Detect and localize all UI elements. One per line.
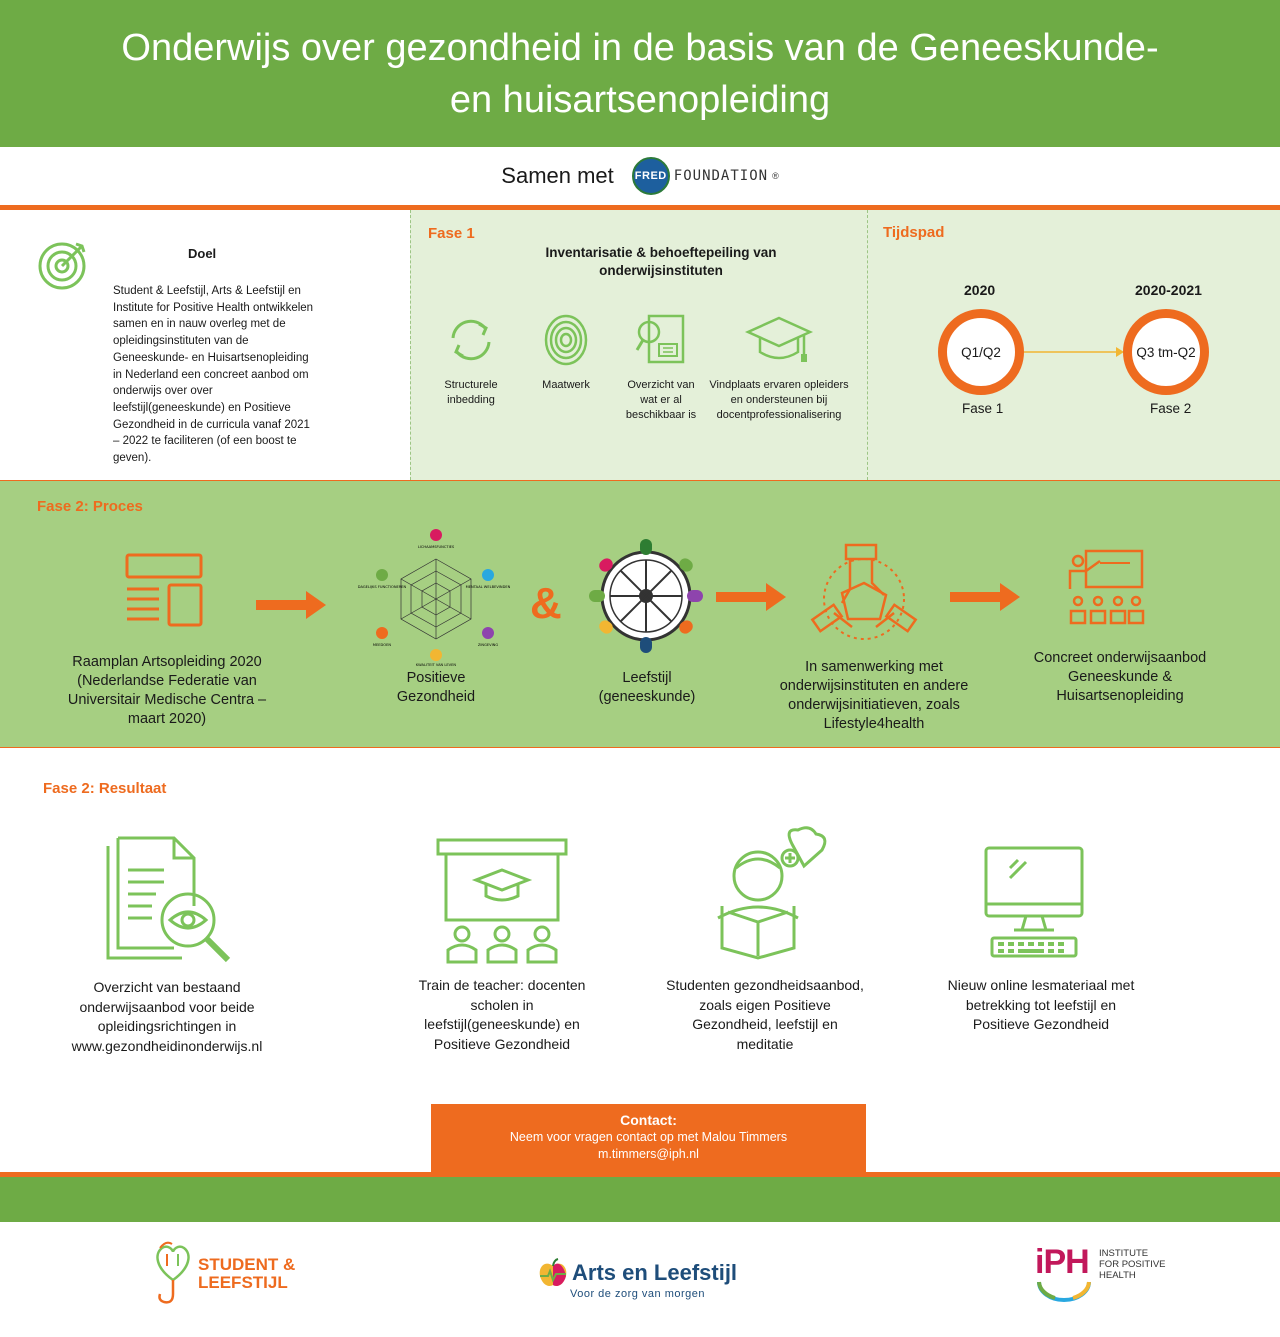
fase1-item [621,310,701,423]
student-reading-icon [714,826,830,960]
iph-logo-mark: iPH [1035,1243,1089,1281]
spider-label: MEEDOEN [372,643,392,647]
timeline-arrow [1024,344,1124,360]
header-banner [0,0,1280,147]
fase1-section [410,210,867,480]
fase1-item [431,310,511,408]
iph-name-line: FOR POSITIVE [1099,1259,1166,1270]
partner-row [0,147,1280,205]
tijdspad-title: Tijdspad [883,224,945,241]
proces-title: Fase 2: Proces [37,498,143,515]
doel-text: Student & Leefstijl, Arts & Leefstijl en Institute for Positive Health ontwikkelen samen en in nauw overleg met de opleidingsinstituten van de Geneeskunde- en Huisartsenopleiding in Nederland een concreet aanbod om onderwijs over over leefstijl(geneeskunde) en Positieve Gezondheid in de curricula vanaf 2021 – 2022 te faciliteren (of een boost te geven). [113,285,314,465]
tijdspad-section [867,210,1280,480]
resultaat-item-label: Overzicht van bestaand onderwijsaanbod voor beide opleidingsrichtingen in www.gezondheidinonderwijs.nl [71,979,263,1054]
iph-arc-icon [1035,1280,1093,1302]
student-leefstijl-logo [152,1240,295,1308]
fingerprint-icon [536,310,596,370]
contact-text: Neem voor vragen contact op met Malou Timmers [509,1130,788,1144]
partner-label: Samen met [501,163,614,188]
proces-step-label: Concreet onderwijsaanbod Geneeskunde & Huisartsenopleiding [1033,650,1207,704]
fase1-item [526,310,606,393]
graduation-cap-icon [744,310,814,370]
timeline-fase: Fase 1 [962,401,1004,416]
proces-step-label: Positieve Gezondheid [396,670,476,705]
proces-step-label: In samenwerking met onderwijsinstituten en andere onderwijsinitiatieven, zoals Lifestyle4health [779,659,969,732]
timeline-fase: Fase 2 [1150,401,1192,416]
ampersand: & [530,579,562,628]
fase1-item [709,310,849,423]
resultaat-item-label: Studenten gezondheidsaanbod, zoals eigen Positieve Gezondheid, leefstijl en meditatie [666,977,864,1052]
fase1-item-label: Vindplaats ervaren opleiders en ondersteunen bij docentprofessionalisering [709,379,849,421]
spider-diagram-icon [357,529,511,669]
hands-together-icon [808,543,920,649]
footer-bar [0,1172,1280,1222]
classroom-icon [1066,547,1146,627]
fase1-subtitle: Inventarisatie & behoeftepeiling van onderwijsinstituten [545,245,777,278]
orange-arrow-icon [950,583,1020,611]
timeline-year: 2020-2021 [1135,282,1202,298]
arts-logo-text: Arts en Leefstijl [572,1260,738,1285]
page-title: Onderwijs over gezondheid in de basis van de Geneeskunde- en huisartsenopleiding [121,26,1159,121]
fred-logo-registered: ® [772,171,779,181]
ship-wheel-icon [587,537,705,655]
target-icon [38,238,90,290]
resultaat-item-label: Train de teacher: docenten scholen in leefstijl(geneeskunde) en Positieve Gezondheid [418,977,586,1052]
fase1-item-label: Maatwerk [542,379,590,391]
iph-name-line: HEALTH [1099,1270,1136,1281]
iph-name-line: INSTITUTE [1099,1248,1149,1259]
timeline-ring [1123,309,1209,395]
doel-section [0,210,410,480]
fred-logo-word: FOUNDATION [673,168,769,184]
fase1-title: Fase 1 [428,225,475,242]
fase1-item-label: Overzicht van wat er al beschikbaar is [625,379,697,421]
orange-arrow-icon [256,591,326,619]
spider-label: ZINGEVING [477,643,499,647]
fase1-item-label: Structurele inbedding [444,379,498,406]
resultaat-item-label: Nieuw online lesmateriaal met betrekking tot leefstijl en Positieve Gezondheid [947,977,1135,1032]
student-logo-line: STUDENT & [198,1255,296,1274]
desktop-computer-icon [984,846,1084,960]
presentation-board-icon [436,838,568,964]
resultaat-title: Fase 2: Resultaat [43,780,167,797]
proces-step-label: Leefstijl (geneeskunde) [598,670,696,705]
apple-icon [538,1258,568,1288]
contact-box [431,1104,866,1172]
arts-leefstijl-logo [538,1258,737,1300]
spider-label: LICHAAMSFUNCTIES [417,545,455,549]
spider-label: KWALITEIT VAN LEVEN [415,663,457,667]
document-eye-icon [104,836,234,964]
contact-title: Contact: [620,1112,677,1128]
timeline-year: 2020 [964,282,996,298]
iph-logo [1035,1244,1166,1307]
proces-step-label: Raamplan Artsopleiding 2020 (Nederlandse Federatie van Universitair Medische Centra – maart 2020) [67,654,267,727]
heart-stethoscope-icon [152,1240,194,1308]
arts-logo-tagline: Voor de zorg van morgen [570,1288,706,1300]
proces-section [0,480,1280,748]
recycle-arrows-icon [441,310,501,370]
spider-label: DAGELIJKS FUNCTIONEREN [357,585,407,589]
spider-label: MENTAAL WELBEVINDEN [465,585,511,589]
contact-email[interactable]: m.timmers@iph.nl [598,1147,699,1161]
fred-logo-mark: FRED [632,157,670,195]
timeline-ring [938,309,1024,395]
document-search-icon [631,310,691,370]
orange-arrow-icon [716,583,786,611]
timeline-period: Q3 tm-Q2 [1136,344,1196,360]
fred-foundation-logo [632,157,779,195]
document-layout-icon [125,553,203,629]
doel-title: Doel [188,246,217,261]
student-logo-line: LEEFSTIJL [198,1273,288,1292]
timeline-period: Q1/Q2 [961,344,1001,360]
